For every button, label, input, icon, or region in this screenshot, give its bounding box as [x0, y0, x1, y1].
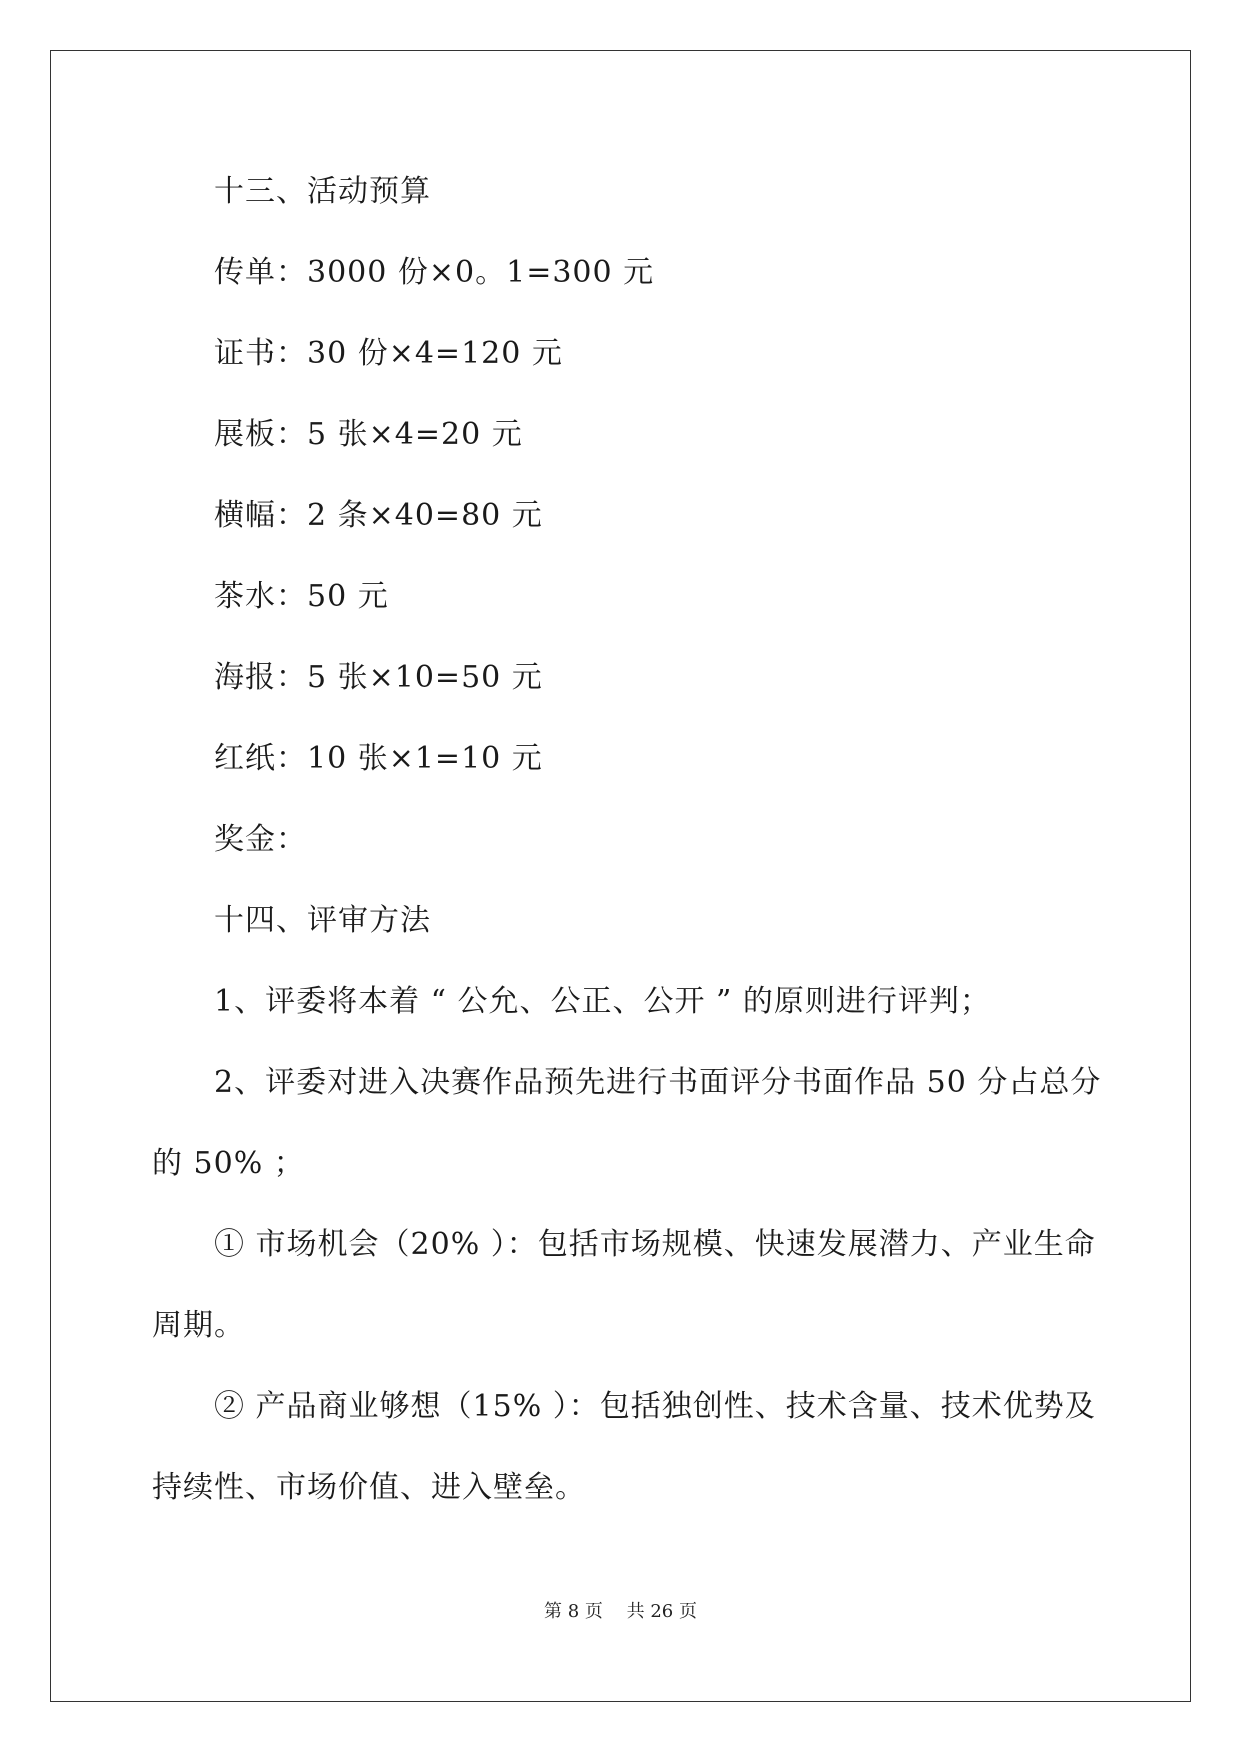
criterion-product-concept-continued: 持续性、市场价值、进入壁垒。: [152, 1470, 586, 1505]
section-heading-budget: 十三、活动预算: [214, 174, 431, 209]
judging-rule-1: 1、评委将本着 “ 公允、公正、公开 ” 的原则进行评判；: [214, 984, 991, 1019]
criterion-market-opportunity: ① 市场机会（20% ）：包括市场规模、快速发展潜力、产业生命: [214, 1227, 1096, 1262]
budget-item-banners: 横幅：2 条×40=80 元: [214, 498, 543, 533]
budget-item-tea: 茶水：50 元: [214, 579, 389, 614]
criterion-market-opportunity-continued: 周期。: [152, 1308, 245, 1343]
budget-item-display-boards: 展板：5 张×4=20 元: [214, 417, 523, 452]
budget-item-red-paper: 红纸：10 张×1=10 元: [214, 741, 543, 776]
budget-item-posters: 海报：5 张×10=50 元: [214, 660, 543, 695]
budget-item-flyers: 传单：3000 份×0。1=300 元: [214, 255, 655, 290]
page-number-footer: 第 8 页 共 26 页: [544, 1601, 697, 1622]
page-border: [50, 50, 1191, 1702]
criterion-product-concept: ② 产品商业够想（15% ）：包括独创性、技术含量、技术优势及: [214, 1389, 1096, 1424]
section-heading-judging: 十四、评审方法: [214, 903, 431, 938]
budget-item-certificates: 证书：30 份×4=120 元: [214, 336, 563, 371]
budget-item-prize-money: 奖金：: [214, 822, 307, 857]
judging-rule-2-continued: 的 50% ；: [152, 1146, 305, 1181]
judging-rule-2: 2、评委对进入决赛作品预先进行书面评分书面作品 50 分占总分: [214, 1065, 1102, 1100]
